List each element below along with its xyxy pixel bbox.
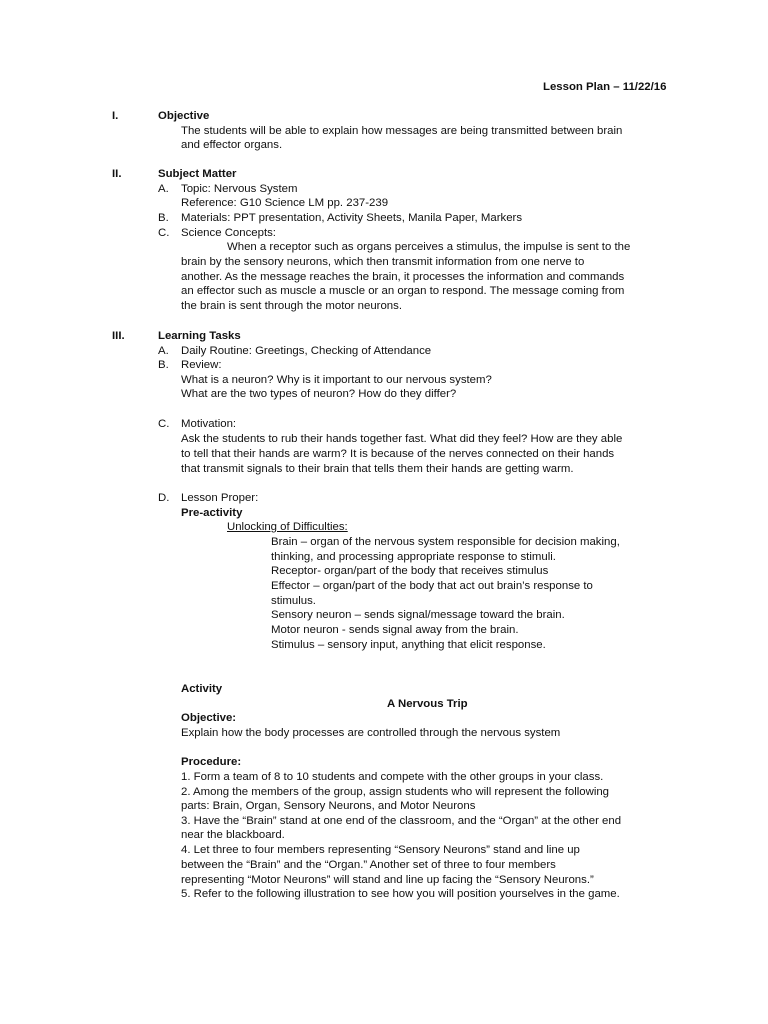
concepts-text: another. As the message reaches the brain, it processes the information and commands: [181, 271, 625, 283]
concepts-text: an effector such as muscle a muscle or an organ to respond. The message coming from: [181, 285, 625, 297]
pre-activity-heading: Pre-activity: [181, 507, 243, 519]
review-heading: Review:: [181, 359, 222, 371]
activity-title: A Nervous Trip: [387, 698, 468, 710]
definition-item: Effector – organ/part of the body that act out brain’s response to: [271, 580, 593, 592]
section-number: III.: [112, 330, 125, 342]
activity-objective-heading: Objective:: [181, 712, 237, 724]
motivation-text: Ask the students to rub their hands together fast. What did they feel? How are they able: [181, 433, 623, 445]
objective-text: and effector organs.: [181, 139, 283, 151]
concepts-text: brain by the sensory neurons, which then transmit information from one nerve to: [181, 256, 585, 268]
motivation-text: to tell that their hands are warm? It is because of the nerves connected on their hands: [181, 448, 615, 460]
procedure-step: 3. Have the “Brain” stand at one end of the classroom, and the “Organ” at the other end: [181, 815, 622, 827]
section-heading-objective: Objective: [158, 110, 210, 122]
unlocking-difficulties-heading: Unlocking of Difficulties:: [227, 521, 348, 533]
procedure-step: representing “Motor Neurons” will stand and line up facing the “Sensory Neurons.”: [181, 874, 594, 886]
procedure-heading: Procedure:: [181, 756, 242, 768]
section-heading-learning-tasks: Learning Tasks: [158, 330, 241, 342]
page-title: Lesson Plan – 11/22/16: [543, 81, 667, 93]
section-heading-subject-matter: Subject Matter: [158, 168, 237, 180]
definition-item: thinking, and processing appropriate response to stimuli.: [271, 551, 556, 563]
definition-item: Motor neuron - sends signal away from the brain.: [271, 624, 519, 636]
list-marker: A.: [158, 183, 169, 195]
procedure-step: 5. Refer to the following illustration to see how you will position yourselves in the game.: [181, 888, 620, 900]
list-marker: B.: [158, 212, 169, 224]
list-marker: C.: [158, 418, 170, 430]
daily-routine-text: Daily Routine: Greetings, Checking of Attendance: [181, 345, 432, 357]
concepts-text: When a receptor such as organs perceives a stimulus, the impulse is sent to the: [227, 241, 631, 253]
procedure-step: between the “Brain” and the “Organ.” Another set of three to four members: [181, 859, 556, 871]
definition-item: Brain – organ of the nervous system responsible for decision making,: [271, 536, 620, 548]
list-marker: D.: [158, 492, 170, 504]
procedure-step: parts: Brain, Organ, Sensory Neurons, and Motor Neurons: [181, 800, 476, 812]
reference-text: Reference: G10 Science LM pp. 237-239: [181, 197, 389, 209]
science-concepts-heading: Science Concepts:: [181, 227, 276, 239]
procedure-step: 2. Among the members of the group, assign students who will represent the following: [181, 786, 610, 798]
definition-item: stimulus.: [271, 595, 316, 607]
definition-item: Stimulus – sensory input, anything that elicit response.: [271, 639, 546, 651]
activity-objective-text: Explain how the body processes are controlled through the nervous system: [181, 727, 561, 739]
activity-heading: Activity: [181, 683, 223, 695]
procedure-step: 1. Form a team of 8 to 10 students and compete with the other groups in your class.: [181, 771, 604, 783]
list-marker: B.: [158, 359, 169, 371]
topic-text: Topic: Nervous System: [181, 183, 298, 195]
review-question: What are the two types of neuron? How do they differ?: [181, 388, 457, 400]
section-number: II.: [112, 168, 122, 180]
motivation-heading: Motivation:: [181, 418, 237, 430]
procedure-step: near the blackboard.: [181, 829, 285, 841]
procedure-step: 4. Let three to four members representing “Sensory Neurons” stand and line up: [181, 844, 580, 856]
review-question: What is a neuron? Why is it important to our nervous system?: [181, 374, 492, 386]
section-number: I.: [112, 110, 119, 122]
definition-item: Receptor- organ/part of the body that receives stimulus: [271, 565, 549, 577]
definition-item: Sensory neuron – sends signal/message toward the brain.: [271, 609, 565, 621]
objective-text: The students will be able to explain how messages are being transmitted between brain: [181, 125, 623, 137]
list-marker: C.: [158, 227, 170, 239]
motivation-text: that transmit signals to their brain that tells them their hands are getting warm.: [181, 463, 574, 475]
lesson-proper-heading: Lesson Proper:: [181, 492, 259, 504]
list-marker: A.: [158, 345, 169, 357]
materials-text: Materials: PPT presentation, Activity Sheets, Manila Paper, Markers: [181, 212, 523, 224]
concepts-text: the brain is sent through the motor neurons.: [181, 300, 402, 312]
